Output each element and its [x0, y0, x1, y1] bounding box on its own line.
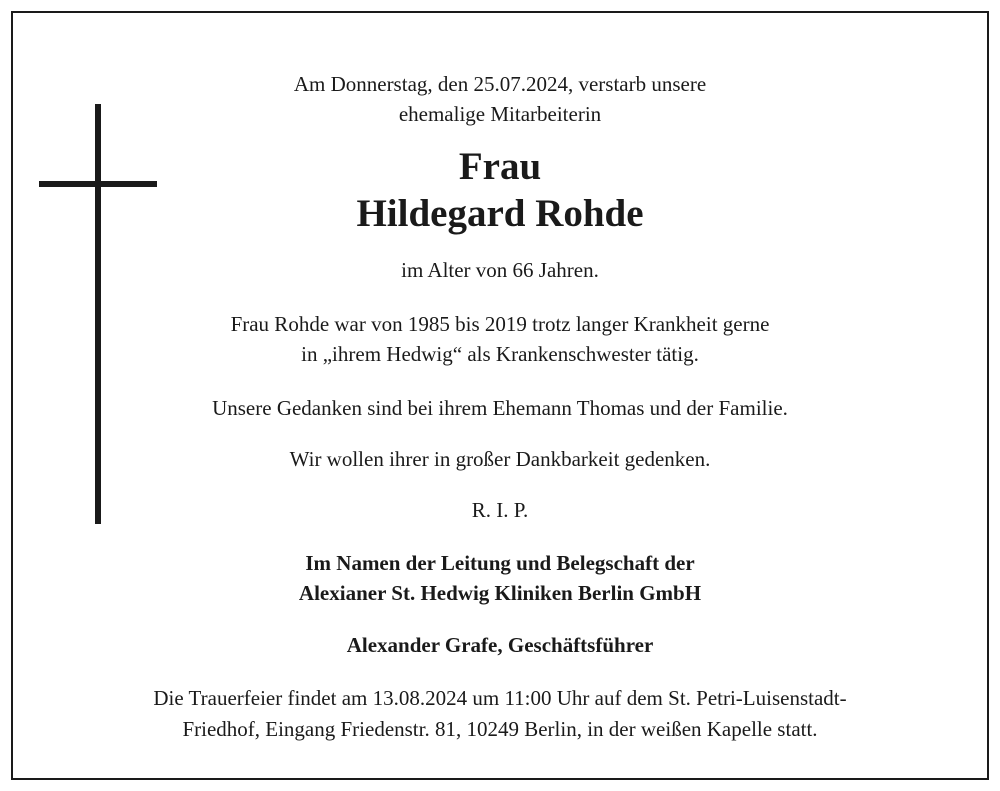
signature-line-2: Alexianer St. Hedwig Kliniken Berlin GmbH [298, 581, 702, 605]
funeral-line-2: Friedhof, Eingang Friedenstr. 81, 10249 Berlin, in der weißen Kapelle statt. [182, 717, 818, 741]
signer-line: Alexander Grafe, Geschäftsführer [346, 633, 654, 657]
salutation: Frau [458, 145, 542, 188]
deceased-name: Hildegard Rohde [356, 192, 644, 235]
rip-line: R. I. P. [471, 498, 529, 522]
career-line-2: in „ihrem Hedwig“ als Krankenschwester tätig. [301, 342, 699, 366]
intro-line-1: Am Donnerstag, den 25.07.2024, verstarb unsere [293, 72, 707, 96]
career-line-1: Frau Rohde war von 1985 bis 2019 trotz langer Krankheit gerne [230, 312, 770, 336]
funeral-line-1: Die Trauerfeier findet am 13.08.2024 um 11:00 Uhr auf dem St. Petri-Luisenstadt- [153, 686, 847, 710]
age-line: im Alter von 66 Jahren. [401, 258, 599, 282]
remembrance-line: Wir wollen ihrer in großer Dankbarkeit gedenken. [289, 447, 711, 471]
condolence-line: Unsere Gedanken sind bei ihrem Ehemann Thomas und der Familie. [212, 396, 788, 420]
intro-line-2: ehemalige Mitarbeiterin [398, 102, 602, 126]
signature-line-1: Im Namen der Leitung und Belegschaft der [305, 551, 695, 575]
